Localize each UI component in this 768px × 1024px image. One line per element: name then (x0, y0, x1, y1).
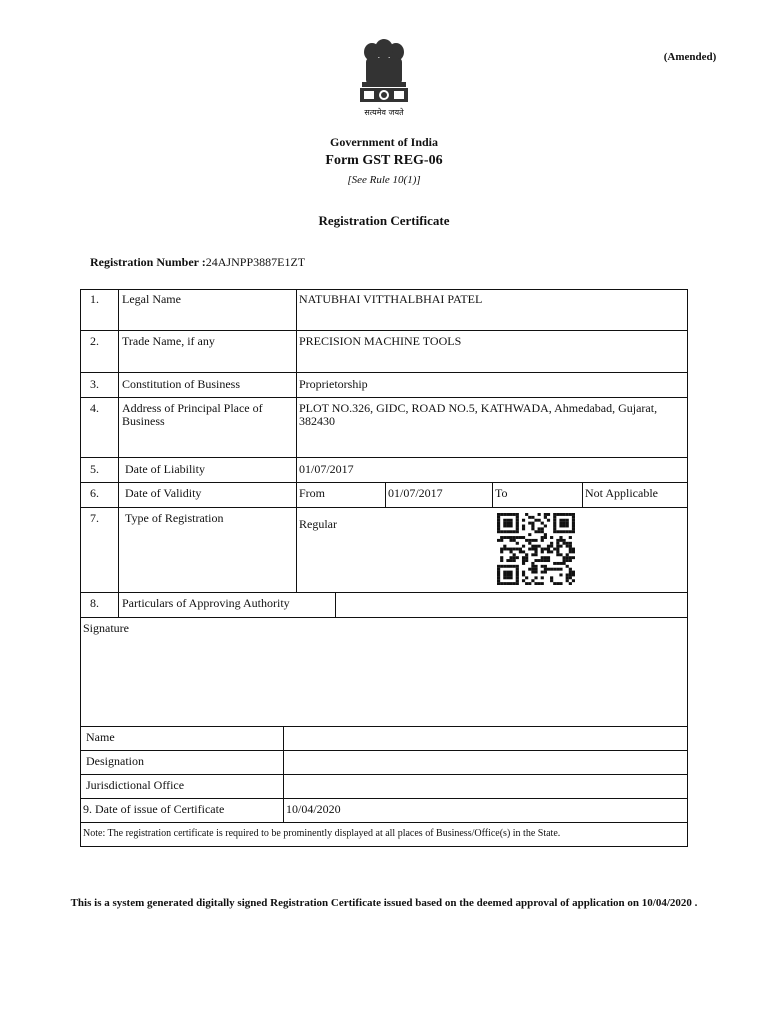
validity-from-label: From (299, 486, 326, 500)
amended-label: (Amended) (663, 51, 717, 63)
certificate-title: Registration Certificate (318, 213, 450, 228)
row-4-number: 4. (90, 401, 99, 415)
emblem-motto: सत्यमेव जयते (364, 108, 404, 117)
rule-reference: [See Rule 10(1)] (347, 174, 421, 186)
row-7-number: 7. (90, 511, 99, 525)
trade-name-value: PRECISION MACHINE TOOLS (299, 334, 462, 348)
trade-name-label: Trade Name, if any (122, 334, 215, 348)
name-label: Name (86, 730, 115, 744)
row-2-number: 2. (90, 334, 99, 348)
deemed-approval-footer: This is a system generated digitally signed Registration Certificate issued based on the deemed approval of application on 10/04/2020 . (70, 897, 698, 909)
validity-to-label: To (495, 486, 508, 500)
liability-value: 01/07/2017 (299, 462, 354, 476)
liability-label: Date of Liability (125, 462, 205, 476)
government-heading: Government of India (330, 135, 438, 149)
display-note: Note: The registration certificate is required to be prominently displayed at all places of Business/Office(s) in the State. (83, 828, 561, 839)
registration-number (90, 255, 305, 270)
constitution-value: Proprietorship (299, 377, 368, 391)
designation-label: Designation (86, 754, 144, 768)
registration-number-value: 24AJNPP3887E1ZT (205, 255, 306, 269)
constitution-label: Constitution of Business (122, 377, 241, 391)
validity-to-value: Not Applicable (585, 486, 658, 500)
signature-label: Signature (83, 621, 129, 635)
legal-name-value: NATUBHAI VITTHALBHAI PATEL (299, 292, 483, 306)
approving-authority-label: Particulars of Approving Authority (122, 596, 290, 610)
jurisdictional-office-label: Jurisdictional Office (86, 778, 185, 792)
registration-type-label: Type of Registration (125, 511, 224, 525)
issue-date-value: 10/04/2020 (286, 802, 341, 816)
registration-number-label: Registration Number : (90, 255, 206, 269)
row-3-number: 3. (90, 377, 99, 391)
address-value: PLOT NO.326, GIDC, ROAD NO.5, KATHWADA, Ahmedabad, Gujarat, 382430 (299, 401, 658, 428)
row-1-number: 1. (90, 292, 99, 306)
address-label: Address of Principal Place of Business (122, 401, 263, 428)
legal-name-label: Legal Name (122, 292, 181, 306)
qr-code-icon (497, 513, 575, 585)
issue-date-label: 9. Date of issue of Certificate (83, 802, 225, 816)
row-6-number: 6. (90, 486, 99, 500)
validity-label: Date of Validity (125, 486, 202, 500)
registration-type-value: Regular (299, 517, 337, 531)
row-5-number: 5. (90, 462, 99, 476)
row-8-number: 8. (90, 596, 99, 610)
form-title: Form GST REG-06 (325, 153, 443, 168)
validity-from-value: 01/07/2017 (388, 486, 443, 500)
